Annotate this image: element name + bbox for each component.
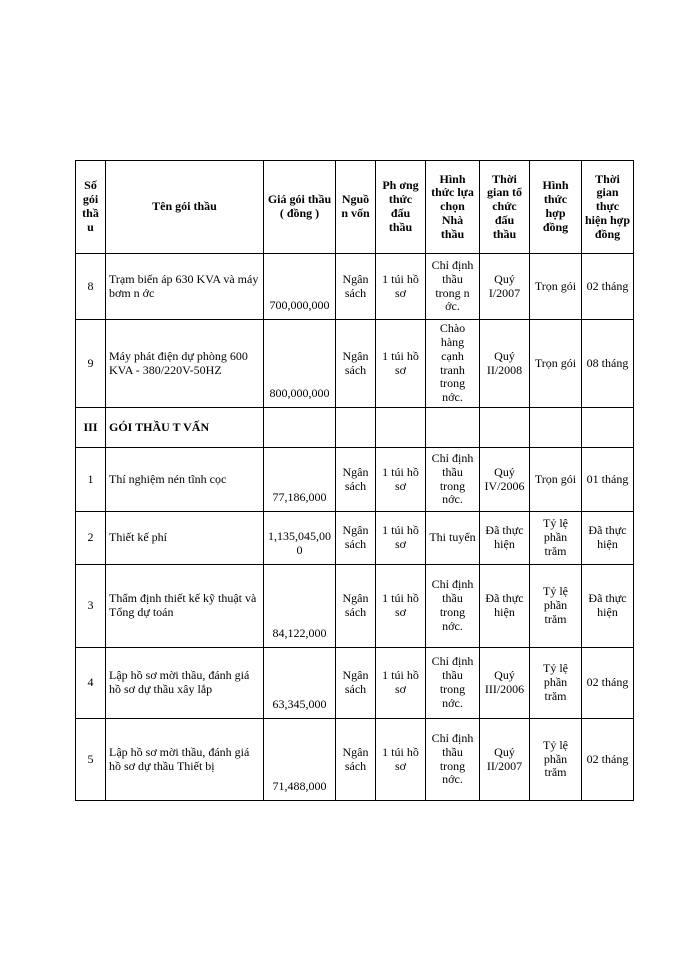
header-row xyxy=(76,161,634,254)
table-body xyxy=(76,254,634,801)
header-package-number: Số gói thầu xyxy=(76,161,106,254)
cell-name: Lập hồ sơ mời thầu, đánh giá hồ sơ dự thầu xây lắp xyxy=(106,648,264,719)
cell-time: Quý I/2007 xyxy=(480,254,530,320)
cell-name: Thiết kế phí xyxy=(106,512,264,565)
empty-cell xyxy=(336,408,376,448)
cell-name: Máy phát điện dự phòng 600 KVA - 380/220V-50HZ xyxy=(106,320,264,408)
cell-selection: Chỉ định thầu trong nớc. xyxy=(426,448,480,512)
cell-time: Đã thực hiện xyxy=(480,565,530,648)
cell-contract-type: Trọn gói xyxy=(530,254,582,320)
cell-funding: Ngân sách xyxy=(336,320,376,408)
header-contract-duration: Thời gian thực hiện hợp đồng xyxy=(582,161,634,254)
cell-price: 800,000,000 xyxy=(264,320,336,408)
section-title: GÓI THẦU T VẤN xyxy=(106,408,264,448)
header-bidding-time: Thời gian tổ chức đấu thầu xyxy=(480,161,530,254)
cell-selection: Chỉ định thầu trong nớc. xyxy=(426,719,480,801)
cell-duration: Đã thực hiện xyxy=(582,565,634,648)
empty-cell xyxy=(426,408,480,448)
section-row xyxy=(76,408,634,448)
cell-selection: Thi tuyển xyxy=(426,512,480,565)
cell-duration: 02 tháng xyxy=(582,719,634,801)
empty-cell xyxy=(582,408,634,448)
cell-number: 3 xyxy=(76,565,106,648)
cell-method: 1 túi hồ sơ xyxy=(376,320,426,408)
cell-contract-type: Tỷ lệ phần trăm xyxy=(530,512,582,565)
table-row xyxy=(76,565,634,648)
cell-number: 4 xyxy=(76,648,106,719)
bidding-package-table xyxy=(75,160,634,801)
cell-price: 700,000,000 xyxy=(264,254,336,320)
header-package-price: Giá gói thầu ( đồng ) xyxy=(264,161,336,254)
cell-number: 8 xyxy=(76,254,106,320)
cell-name: Trạm biến áp 630 KVA và máy bơm n ớc xyxy=(106,254,264,320)
empty-cell xyxy=(376,408,426,448)
cell-duration: 08 tháng xyxy=(582,320,634,408)
table-row xyxy=(76,719,634,801)
cell-number: 1 xyxy=(76,448,106,512)
cell-contract-type: Trọn gói xyxy=(530,448,582,512)
cell-funding: Ngân sách xyxy=(336,254,376,320)
cell-selection: Chào hàng cạnh tranh trong nớc. xyxy=(426,320,480,408)
header-bidding-method: Ph ơng thức đấu thầu xyxy=(376,161,426,254)
table-row xyxy=(76,320,634,408)
cell-method: 1 túi hồ sơ xyxy=(376,565,426,648)
cell-time: Quý II/2007 xyxy=(480,719,530,801)
section-number: III xyxy=(76,408,106,448)
cell-time: Quý IV/2006 xyxy=(480,448,530,512)
cell-price: 77,186,000 xyxy=(264,448,336,512)
cell-time: Đã thực hiện xyxy=(480,512,530,565)
empty-cell xyxy=(530,408,582,448)
cell-method: 1 túi hồ sơ xyxy=(376,448,426,512)
cell-duration: 01 tháng xyxy=(582,448,634,512)
empty-cell xyxy=(480,408,530,448)
table-header xyxy=(76,161,634,254)
header-package-name: Tên gói thầu xyxy=(106,161,264,254)
table-row xyxy=(76,254,634,320)
cell-price: 71,488,000 xyxy=(264,719,336,801)
cell-contract-type: Tỷ lệ phần trăm xyxy=(530,565,582,648)
cell-contract-type: Trọn gói xyxy=(530,320,582,408)
cell-selection: Chỉ định thầu trong nớc. xyxy=(426,565,480,648)
cell-time: Quý II/2008 xyxy=(480,320,530,408)
cell-name: Thẩm định thiết kế kỹ thuật và Tổng dự toán xyxy=(106,565,264,648)
cell-funding: Ngân sách xyxy=(336,512,376,565)
cell-price: 1,135,045,000 xyxy=(264,512,336,565)
cell-duration: 02 tháng xyxy=(582,254,634,320)
table-row xyxy=(76,448,634,512)
cell-price: 63,345,000 xyxy=(264,648,336,719)
cell-funding: Ngân sách xyxy=(336,565,376,648)
cell-selection: Chỉ định thầu trong nớc. xyxy=(426,648,480,719)
cell-contract-type: Tỷ lệ phần trăm xyxy=(530,719,582,801)
cell-funding: Ngân sách xyxy=(336,448,376,512)
cell-name: Thí nghiệm nén tĩnh cọc xyxy=(106,448,264,512)
table-row xyxy=(76,512,634,565)
cell-method: 1 túi hồ sơ xyxy=(376,512,426,565)
header-contractor-selection: Hình thức lựa chọn Nhà thầu xyxy=(426,161,480,254)
cell-number: 9 xyxy=(76,320,106,408)
cell-time: Quý III/2006 xyxy=(480,648,530,719)
cell-number: 2 xyxy=(76,512,106,565)
header-funding-source: Nguồn vốn xyxy=(336,161,376,254)
cell-funding: Ngân sách xyxy=(336,648,376,719)
cell-method: 1 túi hồ sơ xyxy=(376,719,426,801)
cell-duration: 02 tháng xyxy=(582,648,634,719)
cell-price: 84,122,000 xyxy=(264,565,336,648)
cell-funding: Ngân sách xyxy=(336,719,376,801)
cell-method: 1 túi hồ sơ xyxy=(376,254,426,320)
cell-selection: Chỉ định thầu trong n ớc. xyxy=(426,254,480,320)
cell-duration: Đã thực hiện xyxy=(582,512,634,565)
cell-method: 1 túi hồ sơ xyxy=(376,648,426,719)
header-contract-type: Hình thức hợp đồng xyxy=(530,161,582,254)
empty-cell xyxy=(264,408,336,448)
cell-contract-type: Tỷ lệ phần trăm xyxy=(530,648,582,719)
table-row xyxy=(76,648,634,719)
cell-number: 5 xyxy=(76,719,106,801)
cell-name: Lập hồ sơ mời thầu, đánh giá hồ sơ dự thầu Thiết bị xyxy=(106,719,264,801)
